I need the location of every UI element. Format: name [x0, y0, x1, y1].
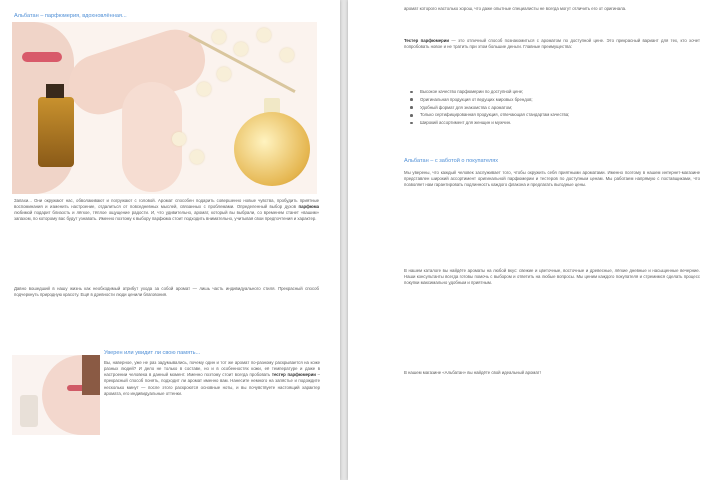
intro-text-rest: любимой подарит близость и лёгкое, тёплое ощущение радости. И, что удивительно, аромат, который вы выбрали, со временем станет «вашим» запахом, по которому вас будут узнавать. Именно поэтому к выбору парфюма стоит подходить внимательно, учитывая свои предпочтения и характер.: [14, 210, 319, 222]
intro-paragraph: [14, 198, 319, 223]
section-heading: Альбатан – парфюмерия, вдохновлённая...: [14, 13, 127, 19]
third-paragraph: [104, 360, 320, 397]
list-item: Широкий ассортимент для женщин и мужчин.: [406, 119, 569, 127]
tester-paragraph: [404, 38, 700, 50]
section-heading-2: Уверен или увидит ли свою память...: [104, 350, 201, 356]
perfume-hero-image: [12, 22, 317, 194]
document-page-right: [348, 0, 720, 480]
third-text-rest: – прекрасный способ понять, подходит ли аромат именно вам. Нанесите немного на запястье и подождите несколько минут — после этого раскроются основные ноты, и вы почувствуете настоящий характер аромата, его индивидуальные оттенки.: [104, 372, 320, 396]
tester-bold-term: Тестер парфюмерии: [404, 38, 450, 43]
list-item: Высокое качество парфюмерии по доступной цене;: [406, 88, 569, 96]
intro-text: Запахи... Они окружают нас, обволакивают и погружают с головой. Аромат способен подарить совершенно новые чувства, пробудить приятные воспоминания и изменить настроение, отдалиться от повседневных мыслей, связанных с проблемами. Определенный выбор духов: [14, 198, 319, 210]
continuation-paragraph: аромат которого настолько хорош, что даже опытные специалисты не всегда могут отличить его от оригинала.: [404, 6, 627, 11]
list-item: Оригинальная продукция от ведущих мировых брендов;: [406, 96, 569, 104]
woman-portrait-image: [12, 355, 100, 435]
document-page-left: [0, 0, 340, 480]
closing-line: В нашем магазине «Альбатан» вы найдёте свой идеальный аромат!: [404, 370, 541, 375]
tester-text: — это отличный способ познакомиться с ароматом по доступной цене. Это прекрасный вариант для тех, кто хочет попробовать новое и не тратить при этом большие деньги. Главные преимущества:: [404, 38, 701, 50]
care-paragraph: Мы уверены, что каждый человек заслуживает того, чтобы окружить себя приятными ароматами. Именно поэтому в нашем интернет-магазине представлен широкий ассортимент оригинальной парфюмерии и тестеров по доступным ценам. Мы работаем напрямую с поставщиками, что позволяет нам гарантировать подлинность каждого флакона и предлагать выгодные цены.: [404, 170, 700, 188]
intro-bold-link[interactable]: парфюма: [298, 204, 319, 210]
second-paragraph: Давно вошедший в нашу жизнь как необходимый атрибут ухода за собой аромат — лишь часть индивидуального стиля. Прекрасный способ подчеркнуть природную красоту. Ещё в древности люди ценили благовония.: [14, 286, 319, 298]
list-item: Удобный формат для знакомства с ароматом;: [406, 104, 569, 112]
tester-bold-link[interactable]: тестер парфюмерии: [271, 372, 316, 378]
third-text: Вы, наверное, уже не раз задумывались, почему один и тот же аромат по-разному раскрывается на коже разных людей? И дело не только в составе, но и в особенностях кожи, её температуре и даже в настроении человека в данный момент. Именно поэтому стоит всегда пробовать: [104, 360, 320, 378]
advantages-list: [406, 88, 569, 127]
list-item: Только сертифицированная продукция, отвечающая стандартам качества;: [406, 111, 569, 119]
section-heading-3: Альбатан – с заботой о покупателях: [404, 158, 499, 164]
catalog-paragraph: В нашем каталоге вы найдёте ароматы на любой вкус: свежие и цветочные, восточные и древесные, лёгкие дневные и насыщенные вечерние. Наши консультанты всегда готовы помочь с выбором и ответить на любые вопросы. Мы ценим каждого покупателя и стремимся сделать процесс покупки максимально удобным и приятным.: [404, 268, 700, 286]
